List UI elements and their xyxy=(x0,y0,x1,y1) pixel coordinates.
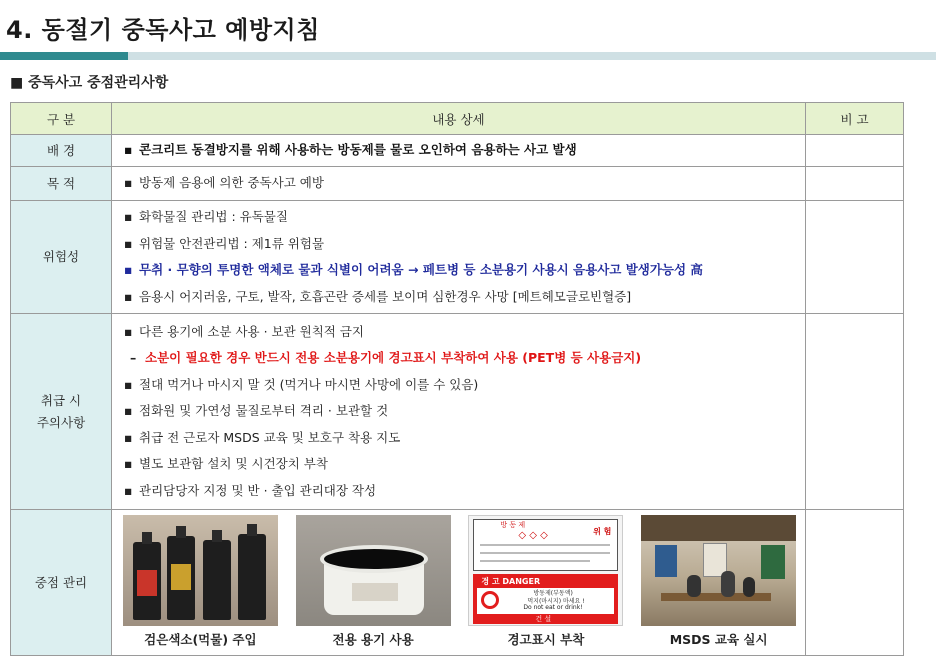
row-content-handling xyxy=(112,314,806,510)
list-item: ▪ 콘크리트 동결방지를 위해 사용하는 방동제를 물로 오인하여 음용하는 사고 발생 xyxy=(124,142,577,158)
photo-item xyxy=(114,510,287,648)
photo-strip xyxy=(114,510,805,648)
row-label-background: 배 경 xyxy=(11,135,112,167)
row-label-purpose: 목 적 xyxy=(11,167,112,201)
table-row xyxy=(11,135,904,167)
row-note xyxy=(806,201,904,314)
list-item: ▪ 절대 먹거나 마시지 말 것 (먹거나 마시면 사망에 이를 수 있음) xyxy=(124,376,479,392)
table-row xyxy=(11,201,904,314)
photo-caption: 경고표시 부착 xyxy=(507,632,585,647)
warning-label-photo: 방 동 제 위 험 ◇ ◇ ◇ 경 고 DANGER 방동제(부동액) 먹지(마시지) 마세요 ! Do not eat or drink! 건 설 xyxy=(468,515,623,626)
list-item: – 소분이 필요한 경우 반드시 전용 소분용기에 경고표시 부착하여 사용 (PET병 등 사용금지) xyxy=(130,350,642,366)
list-item: ▪ 점화원 및 가연성 물질로부터 격리 · 보관할 것 xyxy=(124,403,389,419)
row-content-management xyxy=(112,510,806,656)
table-row xyxy=(11,167,904,201)
row-content-purpose xyxy=(112,167,806,201)
table-row xyxy=(11,314,904,510)
row-label-line: 취급 시 xyxy=(40,392,82,408)
section-title: ■ 중독사고 중점관리사항 xyxy=(10,75,169,91)
black-ink-bottles-photo xyxy=(123,515,278,626)
row-note xyxy=(806,510,904,656)
list-item: ▪ 음용시 어지러움, 구토, 발작, 호흡곤란 증세를 보이며 심한경우 사망 [메트헤모글로빈혈증] xyxy=(124,288,632,304)
row-note xyxy=(806,135,904,167)
dedicated-container-photo xyxy=(296,515,451,626)
header-category: 구 분 xyxy=(11,103,112,135)
list-item: ▪ 방동제 음용에 의한 중독사고 예방 xyxy=(124,175,324,191)
table-row xyxy=(11,510,904,656)
list-item: ▪ 무취 · 무향의 투명한 액체로 물과 식별이 어려움 → 페트병 등 소분용기 사용시 음용사고 발생가능성 高 xyxy=(124,262,703,277)
row-label-line: 주의사항 xyxy=(36,414,86,430)
photo-caption: MSDS 교육 실시 xyxy=(669,632,768,647)
list-item: ▪ 위험물 안전관리법 : 제1류 위험물 xyxy=(124,235,325,251)
row-label-management: 중점 관리 xyxy=(11,510,112,656)
photo-caption: 전용 용기 사용 xyxy=(332,632,414,647)
list-item: ▪ 관리담당자 지정 및 반 · 출입 관리대장 작성 xyxy=(124,482,377,498)
photo-caption: 검은색소(먹물) 주입 xyxy=(144,632,257,647)
title-underline-accent xyxy=(0,52,128,60)
photo-item xyxy=(460,510,633,648)
list-item: ▪ 다른 용기에 소분 사용 · 보관 원칙적 금지 xyxy=(124,323,364,339)
msds-training-photo xyxy=(641,515,796,626)
row-content-background xyxy=(112,135,806,167)
table-header-row xyxy=(11,103,904,135)
header-content: 내용 상세 xyxy=(112,103,806,135)
photo-item xyxy=(632,510,805,648)
photo-item xyxy=(287,510,460,648)
list-item: ▪ 화학물질 관리법 : 유독물질 xyxy=(124,209,288,224)
management-table xyxy=(10,102,904,656)
row-label-handling xyxy=(11,314,112,510)
row-note xyxy=(806,314,904,510)
list-item: ▪ 별도 보관함 설치 및 시건장치 부착 xyxy=(124,456,328,472)
page-title: 4. 동절기 중독사고 예방지침 xyxy=(6,16,320,44)
row-note xyxy=(806,167,904,201)
title-underline xyxy=(0,52,936,60)
header-note: 비 고 xyxy=(806,103,904,135)
list-item: ▪ 취급 전 근로자 MSDS 교육 및 보호구 착용 지도 xyxy=(124,429,401,445)
row-label-hazard: 위험성 xyxy=(11,201,112,314)
row-content-hazard xyxy=(112,201,806,314)
